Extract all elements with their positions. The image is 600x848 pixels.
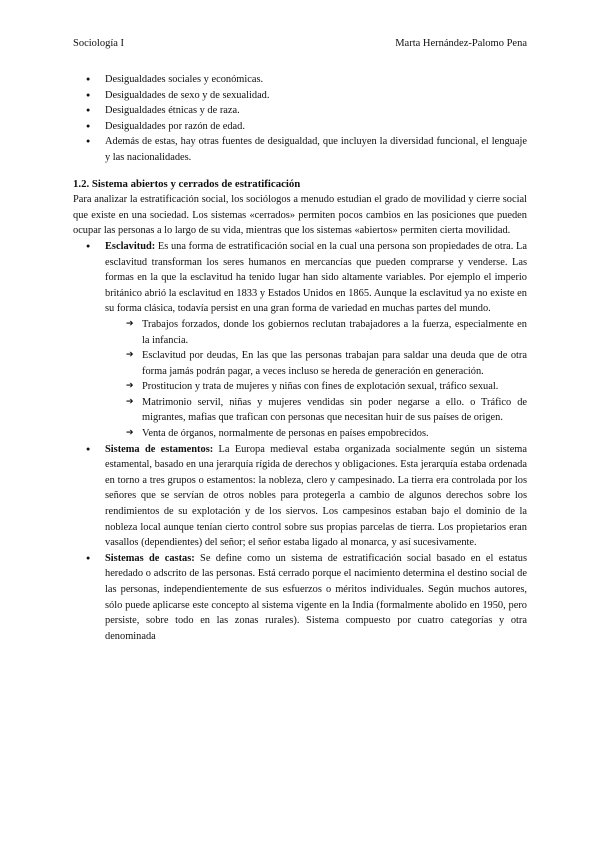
sub-list-item: ➔ Venta de órganos, normalmente de personas en países empobrecidos. bbox=[105, 426, 527, 442]
document-body bbox=[73, 72, 527, 644]
list-item-estamentos bbox=[73, 442, 527, 551]
sub-list-item: ➔ Esclavitud por deudas, En las que las personas trabajan para saldar una deuda que de otra forma jamás podrán pagar, a veces incluso se hereda de generación en generación. bbox=[105, 348, 527, 379]
sub-list-item: ➔ Matrimonio servil, niñas y mujeres vendidas sin poder negarse a ello. o Tráfico de migrantes, mafias que trafican con personas que necesitan huir de sus países de origen. bbox=[105, 395, 527, 426]
systems-list bbox=[73, 239, 527, 644]
page-header bbox=[73, 37, 527, 51]
term-label: Esclavitud: bbox=[105, 240, 156, 252]
list-item: ● Desigualdades de sexo y de sexualidad. bbox=[73, 88, 527, 104]
list-item: ● Además de estas, hay otras fuentes de desigualdad, que incluyen la diversidad funcional, el lenguaje y las nacionalidades. bbox=[73, 134, 527, 165]
term-label: Sistema de estamentos: bbox=[105, 443, 214, 455]
list-item: ● Desigualdades sociales y económicas. bbox=[73, 72, 527, 88]
sub-list-item: ➔ Prostitucion y trata de mujeres y niñas con fines de explotación sexual, tráfico sexual. bbox=[105, 379, 527, 395]
list-item: ● Desigualdades étnicas y de raza. bbox=[73, 103, 527, 119]
list-item-castas bbox=[73, 551, 527, 645]
term-description: Es una forma de estratificación social en la cual una persona son propiedades de otra. La esclavitud transforman los seres humanos en mercancías que pueden comprarse y venderse. Las formas en la que la esclavitud ha tenido lugar han sido altamente variables. Por ejemplo el imperio británico abrió la esclavitud en 1833 y Estados Unidos en 1865. Aunque la esclavitud ya no existe en su forma clásica, todavía persist en una gran forma de variedad en muchas partes del mundo. bbox=[105, 240, 527, 315]
header-author: Marta Hernández-Palomo Pena bbox=[395, 38, 527, 49]
term-description: La Europa medieval estaba organizada socialmente según un sistema estamental, basado en una jerarquía rígida de derechos y obligaciones. Esta jerarquía estaba ordenada en torno a tres grupos o estamentos: la nobleza, clero y campesinado. La tierra era controlada por los señores que se servían de otros nobles para protegerla a cambio de algunos derechos sobre los rendimientos de su explotación y de los siervos. Los campesinos estaban bajo el dominio de la nobleza local aunque tenían cierto control sobre sus propias parcelas de tierra. Los propietarios eran vasallos (dependientes) del señor; el señor estaba ligado al monarca, y así sucesivamente. bbox=[105, 443, 527, 549]
slavery-forms-list bbox=[105, 317, 527, 442]
inequality-list bbox=[73, 72, 527, 166]
term-description: Se define como un sistema de estratificación social basado en el estatus heredado o adscrito de las personas. Está cerrado porque el nacimiento determina el destino social de las personas, independientemente de sus esfuerzos o méritos individuales. Según muchos autores, sólo puede aplicarse este concepto al sistema vigente en la India (formalmente abolido en 1950, pero persiste, sobre todo en las zonas rurales). Sistema compuesto por cuatro categorías y otra denominada bbox=[105, 552, 527, 642]
list-item: ● Desigualdades por razón de edad. bbox=[73, 119, 527, 135]
list-item-esclavitud bbox=[73, 239, 527, 442]
section-paragraph: Para analizar la estratificación social, los sociólogos a menudo estudian el grado de movilidad y cierre social que existe en una sociedad. Los sistemas «cerrados» permiten pocos cambios en las posiciones que pueden ocupar las personas a lo largo de su vida, mientras que los sistemas «abiertos» permiten cierta movilidad. bbox=[73, 194, 527, 237]
sub-list-item: ➔ Trabajos forzados, donde los gobiernos reclutan trabajadores a la fuerza, especialmente en la infancia. bbox=[105, 317, 527, 348]
header-course: Sociología I bbox=[73, 38, 125, 49]
section-heading: 1.2. Sistema abiertos y cerrados de estratificación bbox=[73, 177, 301, 190]
term-label: Sistemas de castas: bbox=[105, 552, 195, 564]
